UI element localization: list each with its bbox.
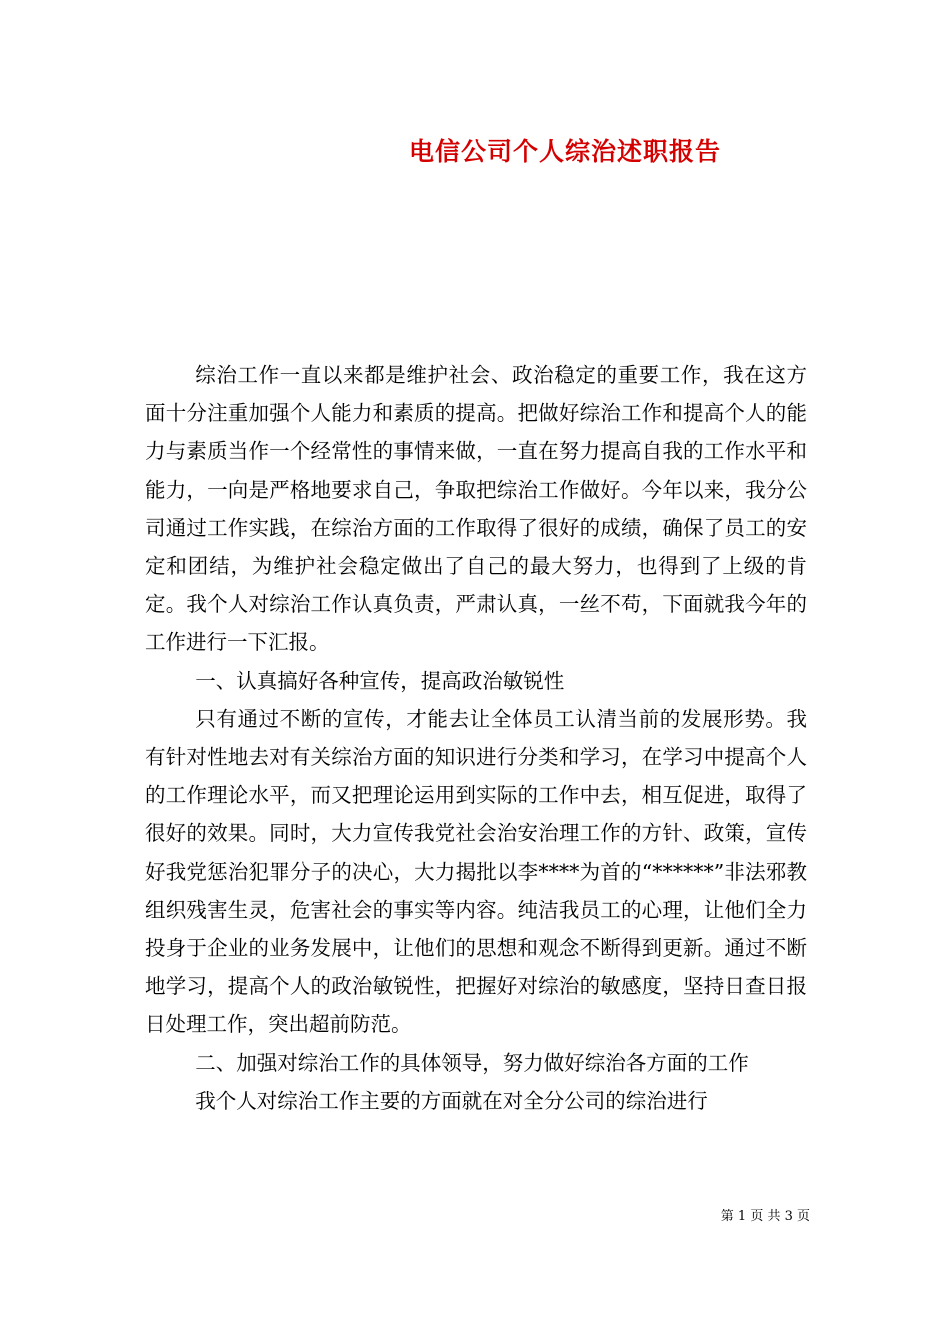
document-title: 电信公司个人综治述职报告 (408, 137, 721, 166)
section-heading-2: 二、加强对综治工作的具体领导，努力做好综治各方面的工作 (195, 1050, 749, 1075)
paragraph-intro: 综治工作一直以来都是维护社会、政治稳定的重要工作，我在这方面十分注重加强个人能力和素质的提高。把做好综治工作和提高个人的能力与素质当作一个经常性的事情来做，一直在努力提高自我的工作水平和能力，一向是严格地要求自己，争取把综治工作做好。今年以来，我分公司通过工作实践，在综治方面的工作取得了很好的成绩，确保了员工的安定和团结，为维护社会稳定做出了自己的最大努力，也得到了上级的肯定。我个人对综治工作认真负责，严肃认真，一丝不苟，下面就我今年的工作进行一下汇报。 (145, 363, 807, 655)
page-number: 第 1 页 共 3 页 (720, 1209, 810, 1224)
document-body (145, 356, 807, 1120)
paragraph-section-2: 我个人对综治工作主要的方面就在对全分公司的综治进行 (195, 1088, 708, 1113)
paragraph-section-1: 只有通过不断的宣传，才能去让全体员工认清当前的发展形势。我有针对性地去对有关综治方面的知识进行分类和学习，在学习中提高个人的工作理论水平，而又把理论运用到实际的工作中去，相互促进，取得了很好的效果。同时，大力宣传我党社会治安治理工作的方针、政策，宣传好我党惩治犯罪分子的决心，大力揭批以李****为首的“******”非法邪教组织残害生灵，危害社会的事实等内容。纯洁我员工的心理，让他们全力投身于企业的业务发展中，让他们的思想和观念不断得到更新。通过不断地学习，提高个人的政治敏锐性，把握好对综治的敏感度，坚持日查日报日处理工作，突出超前防范。 (145, 706, 807, 1037)
section-heading-1: 一、认真搞好各种宣传，提高政治敏锐性 (195, 668, 565, 693)
